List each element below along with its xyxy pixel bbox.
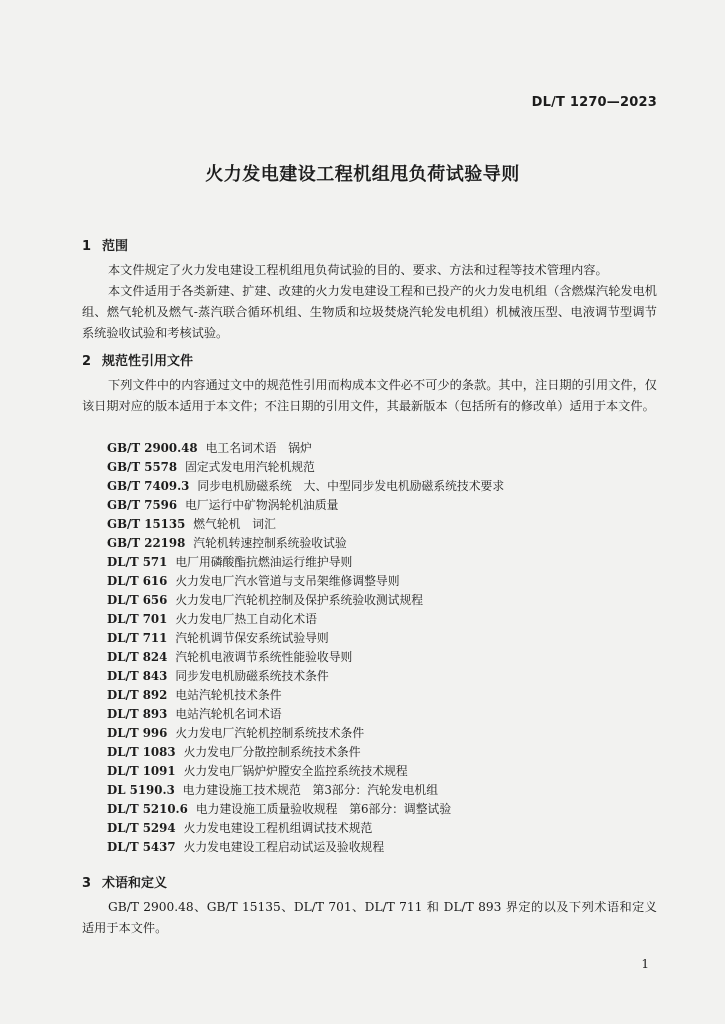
reference-name: 电力建设施工质量验收规程 第6部分：调整试验 — [195, 802, 452, 816]
reference-code: DL/T 616 — [107, 574, 168, 588]
reference-name: 同步电机励磁系统 大、中型同步发电机励磁系统技术要求 — [197, 479, 505, 493]
reference-name: 燃气轮机 词汇 — [193, 517, 276, 531]
reference-code: DL/T 843 — [107, 669, 168, 683]
reference-name: 火力发电厂锅炉炉膛安全监控系统技术规程 — [183, 764, 408, 778]
reference-code: DL/T 1083 — [107, 745, 176, 759]
reference-name: 火力发电建设工程机组调试技术规范 — [183, 821, 373, 835]
reference-name: 火力发电厂汽轮机控制系统技术条件 — [175, 726, 365, 740]
reference-item — [107, 819, 504, 838]
section-title: 范围 — [102, 239, 129, 254]
reference-item — [107, 838, 504, 857]
section-heading-terms-definitions — [82, 872, 167, 891]
reference-code: DL 5190.3 — [107, 783, 175, 797]
reference-code: DL/T 711 — [107, 631, 168, 645]
reference-name: 火力发电厂汽轮机控制及保护系统验收测试规程 — [175, 593, 424, 607]
reference-item — [107, 705, 504, 724]
reference-item — [107, 439, 504, 458]
reference-name: 电力建设施工技术规范 第3部分：汽轮发电机组 — [182, 783, 439, 797]
reference-code: DL/T 571 — [107, 555, 168, 569]
reference-item — [107, 800, 504, 819]
reference-code: GB/T 2900.48 — [107, 441, 198, 455]
reference-item — [107, 515, 504, 534]
reference-name: 火力发电厂分散控制系统技术条件 — [183, 745, 361, 759]
reference-code: GB/T 22198 — [107, 536, 186, 550]
page-number: 1 — [641, 957, 649, 971]
reference-code: DL/T 701 — [107, 612, 168, 626]
reference-name: 固定式发电用汽轮机规范 — [185, 460, 315, 474]
reference-name: 电厂运行中矿物涡轮机油质量 — [185, 498, 339, 512]
reference-name: 火力发电建设工程启动试运及验收规程 — [183, 840, 385, 854]
reference-item — [107, 572, 504, 591]
section-number: 1 — [82, 239, 92, 254]
reference-name: 同步发电机励磁系统技术条件 — [175, 669, 329, 683]
reference-name: 汽轮机电液调节系统性能验收导则 — [175, 650, 353, 664]
reference-item — [107, 496, 504, 515]
reference-list — [107, 439, 504, 857]
reference-code: DL/T 824 — [107, 650, 168, 664]
reference-code: DL/T 892 — [107, 688, 168, 702]
scope-paragraph-2: 本文件适用于各类新建、扩建、改建的火力发电建设工程和已投产的火力发电机组（含燃煤汽轮发电机组、燃气轮机及燃气-蒸汽联合循环机组、生物质和垃圾焚烧汽轮发电机组）机械液压型、电液调节型调节系统验收试验和考核试验。 — [82, 284, 657, 340]
reference-name: 汽轮机调节保安系统试验导则 — [175, 631, 329, 645]
reference-item — [107, 762, 504, 781]
reference-code: DL/T 5210.6 — [107, 802, 188, 816]
reference-code: DL/T 5294 — [107, 821, 176, 835]
section-heading-scope — [82, 235, 128, 254]
reference-code: DL/T 1091 — [107, 764, 176, 778]
reference-name: 火力发电厂热工自动化术语 — [175, 612, 317, 626]
reference-item — [107, 743, 504, 762]
reference-name: 火力发电厂汽水管道与支吊架维修调整导则 — [175, 574, 400, 588]
reference-item — [107, 629, 504, 648]
reference-name: 电站汽轮机名词术语 — [175, 707, 282, 721]
standard-code: DL/T 1270—2023 — [531, 95, 657, 110]
reference-name: 电站汽轮机技术条件 — [175, 688, 282, 702]
reference-item — [107, 477, 504, 496]
section-number: 2 — [82, 354, 92, 369]
reference-item — [107, 648, 504, 667]
reference-code: GB/T 7409.3 — [107, 479, 190, 493]
section-number: 3 — [82, 876, 92, 891]
reference-code: GB/T 5578 — [107, 460, 178, 474]
reference-item — [107, 667, 504, 686]
reference-name: 汽轮机转速控制系统验收试验 — [193, 536, 347, 550]
reference-item — [107, 591, 504, 610]
section-title: 术语和定义 — [102, 876, 168, 891]
reference-item — [107, 458, 504, 477]
reference-item — [107, 534, 504, 553]
section-title: 规范性引用文件 — [102, 354, 194, 369]
reference-name: 电厂用磷酸酯抗燃油运行维护导则 — [175, 555, 353, 569]
reference-item — [107, 610, 504, 629]
references-intro-paragraph: 下列文件中的内容通过文中的规范性引用而构成本文件必不可少的条款。其中，注日期的引用文件，仅该日期对应的版本适用于本文件；不注日期的引用文件，其最新版本（包括所有的修改单）适用于本文件。 — [82, 378, 657, 413]
reference-code: GB/T 7596 — [107, 498, 178, 512]
section-heading-normative-references — [82, 350, 193, 369]
reference-code: DL/T 5437 — [107, 840, 176, 854]
reference-code: DL/T 893 — [107, 707, 168, 721]
reference-item — [107, 724, 504, 743]
document-title: 火力发电建设工程机组甩负荷试验导则 — [205, 164, 520, 185]
reference-item — [107, 781, 504, 800]
terms-paragraph: GB/T 2900.48、GB/T 15135、DL/T 701、DL/T 711 和 DL/T 893 界定的以及下列术语和定义适用于本文件。 — [82, 900, 657, 935]
reference-name: 电工名词术语 锅炉 — [205, 441, 312, 455]
reference-item — [107, 553, 504, 572]
scope-paragraph-1: 本文件规定了火力发电建设工程机组甩负荷试验的目的、要求、方法和过程等技术管理内容。 — [108, 263, 608, 277]
reference-item — [107, 686, 504, 705]
reference-code: GB/T 15135 — [107, 517, 186, 531]
reference-code: DL/T 656 — [107, 593, 168, 607]
reference-code: DL/T 996 — [107, 726, 168, 740]
